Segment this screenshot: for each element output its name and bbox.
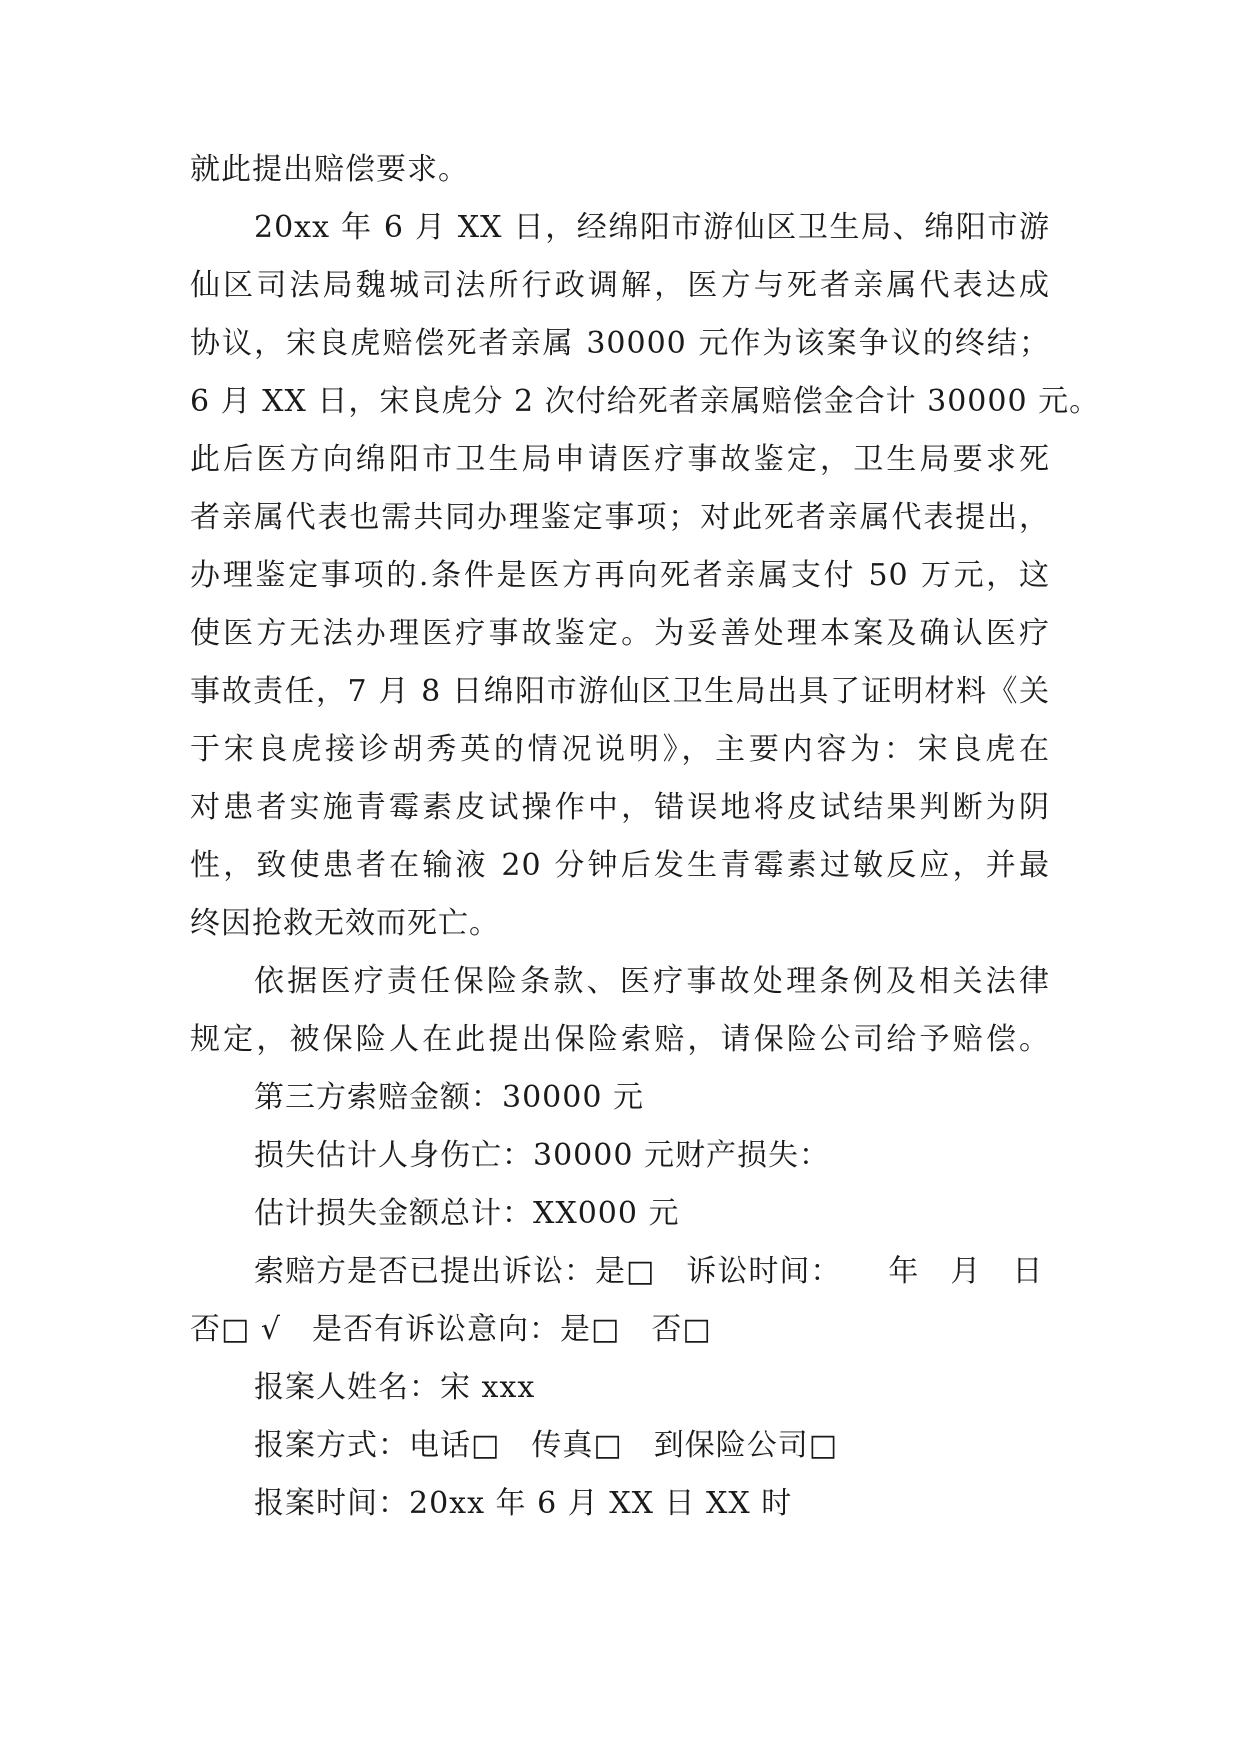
text-line: 者亲属代表也需共同办理鉴定事项；对此死者亲属代表提出， bbox=[190, 500, 1050, 535]
text-line: 此后医方向绵阳市卫生局申请医疗事故鉴定，卫生局要求死 bbox=[190, 442, 1050, 477]
text-line: 性，致使患者在输液 20 分钟后发生青霉素过敏反应，并最 bbox=[190, 848, 1050, 883]
text-line: 仙区司法局魏城司法所行政调解，医方与死者亲属代表达成 bbox=[190, 268, 1050, 303]
text-line: 事故责任，7 月 8 日绵阳市游仙区卫生局出具了证明材料《关 bbox=[190, 674, 1050, 709]
claim-amount-line: 第三方索赔金额：30000 元 bbox=[254, 1080, 644, 1115]
report-time-line: 报案时间：20xx 年 6 月 XX 日 XX 时 bbox=[254, 1486, 793, 1521]
text-line: 6 月 XX 日，宋良虎分 2 次付给死者亲属赔偿金合计 30000 元。 bbox=[190, 384, 1101, 419]
text-line: 规定，被保险人在此提出保险索赔，请保险公司给予赔偿。 bbox=[190, 1022, 1050, 1057]
text-line: 终因抢救无效而死亡。 bbox=[190, 906, 500, 941]
text-line: 办理鉴定事项的.条件是医方再向死者亲属支付 50 万元，这 bbox=[190, 558, 1050, 593]
text-line: 于宋良虎接诊胡秀英的情况说明》，主要内容为：宋良虎在 bbox=[190, 732, 1050, 767]
text-line: 协议，宋良虎赔偿死者亲属 30000 元作为该案争议的终结； bbox=[190, 326, 1050, 361]
text-line: 使医方无法办理医疗事故鉴定。为妥善处理本案及确认医疗 bbox=[190, 616, 1050, 651]
paragraph-start-line: 20xx 年 6 月 XX 日，经绵阳市游仙区卫生局、绵阳市游 bbox=[254, 210, 1050, 245]
lawsuit-intent-line: 否□ √ 是否有诉讼意向：是□ 否□ bbox=[190, 1312, 712, 1347]
reporter-name-line: 报案人姓名：宋 xxx bbox=[254, 1370, 536, 1405]
lawsuit-line: 索赔方是否已提出诉讼：是□ 诉讼时间： 年 月 日 bbox=[254, 1254, 1044, 1289]
loss-total-line: 估计损失金额总计：XX000 元 bbox=[254, 1196, 680, 1231]
paragraph-start-line: 依据医疗责任保险条款、医疗事故处理条例及相关法律 bbox=[254, 964, 1050, 999]
loss-estimate-line: 损失估计人身伤亡：30000 元财产损失： bbox=[254, 1138, 830, 1173]
text-line: 对患者实施青霉素皮试操作中，错误地将皮试结果判断为阴 bbox=[190, 790, 1050, 825]
text-line: 就此提出赔偿要求。 bbox=[190, 152, 469, 187]
report-method-line: 报案方式：电话□ 传真□ 到保险公司□ bbox=[254, 1428, 839, 1463]
